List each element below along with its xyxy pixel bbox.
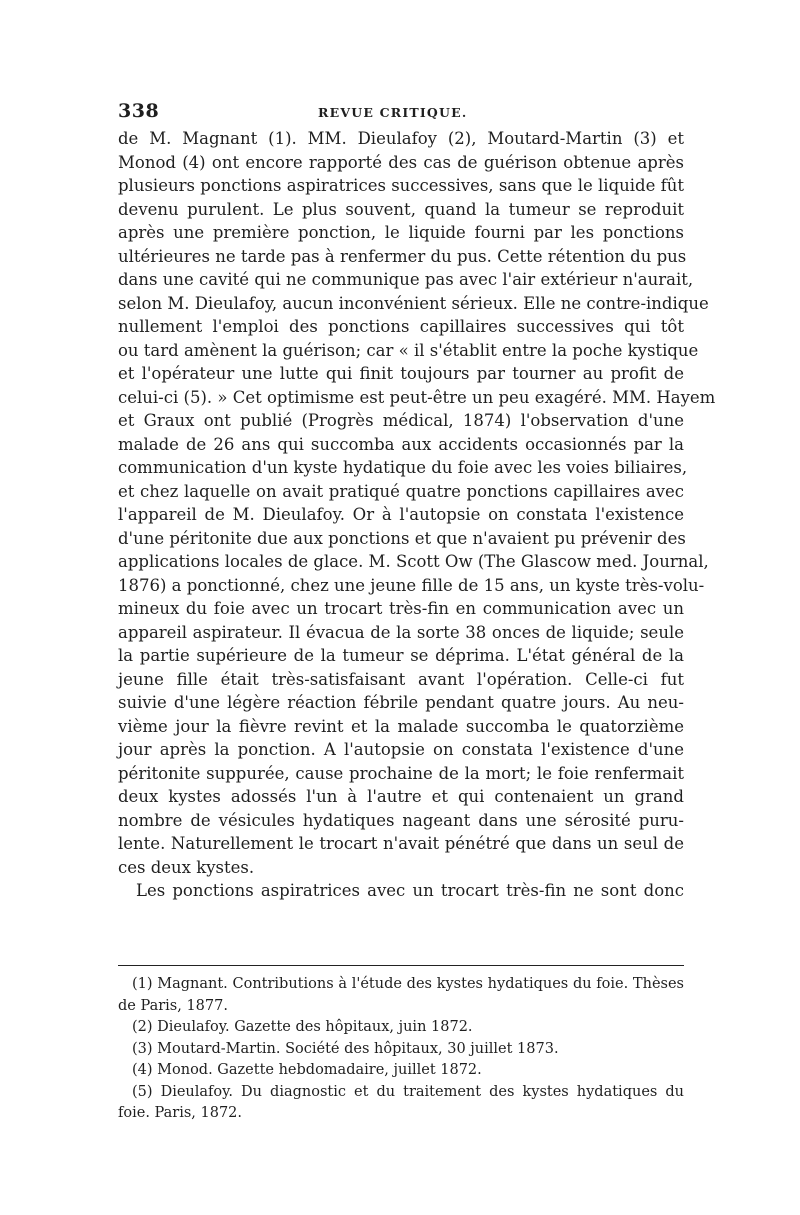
- footnote-line: foie. Paris, 1872.: [118, 1105, 243, 1121]
- text-line: 1876) a ponctionné, chez une jeune fille de 15 ans, un kyste très-volu-: [118, 575, 705, 595]
- text-line: Les ponctions aspiratrices avec un trocart très-fin ne sont donc: [136, 881, 684, 900]
- footnote-rule: [118, 965, 684, 966]
- text-line: ou tard amènent la guérison; car « il s'établit entre la poche kystique: [118, 340, 699, 360]
- page-number: 338: [118, 100, 160, 122]
- footnotes: [118, 974, 684, 1125]
- text-line: jeune fille était très-satisfaisant avant l'opération. Celle-ci fut: [118, 669, 684, 689]
- footnote-line: de Paris, 1877.: [118, 997, 228, 1014]
- text-line: ces deux kystes.: [118, 857, 255, 877]
- text-line: dans une cavité qui ne communique pas avec l'air extérieur n'aurait,: [118, 270, 694, 289]
- text-line: Monod (4) ont encore rapporté des cas de guérison obtenue après: [118, 152, 684, 172]
- text-line: et chez laquelle on avait pratiqué quatre ponctions capillaires avec: [118, 481, 684, 501]
- text-line: jour après la ponction. A l'autopsie on constata l'existence d'une: [118, 740, 684, 759]
- text-line: communication d'un kyste hydatique du foie avec les voies biliaires,: [118, 458, 688, 477]
- text-line: ultérieures ne tarde pas à renfermer du pus. Cette rétention du pus: [118, 246, 687, 266]
- text-line: applications locales de glace. M. Scott Ow (The Glascow med. Journal,: [118, 552, 709, 571]
- text-line: celui-ci (5). » Cet optimisme est peut-être un peu exagéré. MM. Hayem: [118, 387, 716, 407]
- footnote-line: (4) Monod. Gazette hebdomadaire, juillet 1872.: [132, 1062, 482, 1078]
- text-line: de M. Magnant (1). MM. Dieulafoy (2), Moutard-Martin (3) et: [118, 129, 684, 148]
- text-line: appareil aspirateur. Il évacua de la sorte 38 onces de liquide; seule: [118, 622, 684, 642]
- text-line: après une première ponction, le liquide fourni par les ponctions: [118, 223, 684, 242]
- text-line: malade de 26 ans qui succomba aux accidents occasionnés par la: [118, 434, 684, 454]
- text-line: selon M. Dieulafoy, aucun inconvénient sérieux. Elle ne contre-indique: [118, 293, 709, 313]
- text-line: péritonite suppurée, cause prochaine de la mort; le foie renfermait: [118, 763, 684, 783]
- text-line: lente. Naturellement le trocart n'avait pénétré que dans un seul de: [118, 834, 684, 853]
- text-line: suivie d'une légère réaction fébrile pendant quatre jours. Au neu-: [118, 693, 684, 712]
- text-line: nombre de vésicules hydatiques nageant dans une sérosité puru-: [118, 810, 684, 830]
- footnote-line: (5) Dieulafoy. Du diagnostic et du traitement des kystes hydatiques du: [132, 1083, 684, 1100]
- text-line: deux kystes adossés l'un à l'autre et qui contenaient un grand: [118, 787, 684, 806]
- text-line: devenu purulent. Le plus souvent, quand la tumeur se reproduit: [118, 199, 684, 219]
- text-line: vième jour la fièvre revint et la malade succomba le quatorzième: [118, 716, 684, 736]
- text-line: l'appareil de M. Dieulafoy. Or à l'autopsie on constata l'existence: [118, 505, 684, 524]
- running-head: REVUE CRITIQUE.: [318, 105, 468, 120]
- footnote-line: (1) Magnant. Contributions à l'étude des kystes hydatiques du foie. Thèses: [132, 976, 684, 992]
- page-header: [118, 100, 684, 126]
- text-line: d'une péritonite due aux ponctions et que n'avaient pu prévenir des: [118, 528, 686, 548]
- footnote-line: (3) Moutard-Martin. Société des hôpitaux, 30 juillet 1873.: [132, 1040, 559, 1057]
- text-line: mineux du foie avec un trocart très-fin en communication avec un: [118, 599, 684, 618]
- text-line: plusieurs ponctions aspiratrices successives, sans que le liquide fût: [118, 176, 684, 195]
- text-line: la partie supérieure de la tumeur se déprima. L'état général de la: [118, 646, 684, 665]
- text-line: nullement l'emploi des ponctions capillaires successives qui tôt: [118, 317, 684, 336]
- text-line: et Graux ont publié (Progrès médical, 1874) l'observation d'une: [118, 411, 684, 430]
- body-text: [118, 127, 716, 903]
- footnote-line: (2) Dieulafoy. Gazette des hôpitaux, juin 1872.: [132, 1019, 473, 1035]
- text-line: et l'opérateur une lutte qui finit toujours par tourner au profit de: [118, 364, 684, 383]
